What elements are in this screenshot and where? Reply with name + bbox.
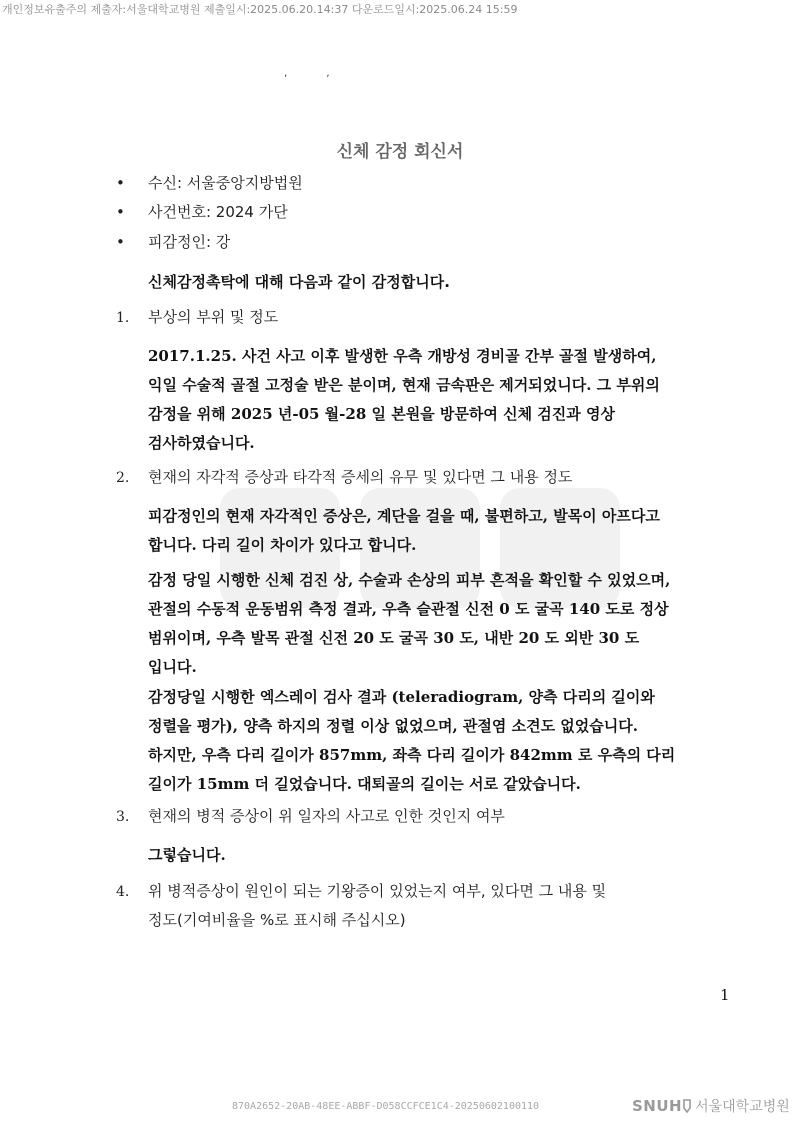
answer-line: 익일 수술적 골절 고정술 받은 분이며, 현재 금속판은 제거되었니다. 그 부위의 bbox=[148, 376, 660, 394]
answer-2c bbox=[148, 683, 708, 799]
page-number: 1 bbox=[720, 986, 730, 1004]
answer-line: 입니다. bbox=[148, 658, 197, 676]
answer-line: 정렬을 평가), 양측 하지의 정렬 이상 없었으며, 관절염 소견도 없었습니다. bbox=[148, 717, 638, 735]
question-number: 1. bbox=[116, 310, 130, 326]
answer-line: 감정을 위해 2025 년-05 월-28 일 본원을 방문하여 신체 검진과 영상 bbox=[148, 405, 615, 423]
intro-statement: 신체감정촉탁에 대해 다음과 같이 감정합니다. bbox=[148, 273, 450, 291]
question-number: 4. bbox=[116, 884, 130, 900]
scan-mark: , bbox=[326, 68, 330, 79]
answer-line: 그렇습니다. bbox=[148, 846, 226, 864]
question-4 bbox=[116, 880, 606, 901]
answer-line: 감정 당일 시행한 신체 검진 상, 수술과 손상의 피부 흔적을 확인할 수 있었으며, bbox=[148, 571, 671, 589]
question-1 bbox=[116, 306, 278, 327]
answer-line: 합니다. 다리 길이 차이가 있다고 합니다. bbox=[148, 536, 417, 554]
answer-line: 검사하였습니다. bbox=[148, 434, 255, 452]
answer-line: 하지만, 우측 다리 길이가 857mm, 좌측 다리 길이가 842mm 로 우측의 다리 bbox=[148, 746, 676, 764]
answer-2b bbox=[148, 566, 708, 682]
answer-line: 길이가 15mm 더 길었습니다. 대퇴골의 길이는 서로 같았습니다. bbox=[148, 775, 581, 793]
answer-line: 2017.1.25. 사건 사고 이후 발생한 우측 개방성 경비골 간부 골절 발생하여, bbox=[148, 347, 657, 365]
answer-2a bbox=[148, 502, 708, 560]
hospital-logo bbox=[632, 1096, 790, 1116]
scan-mark: , bbox=[284, 68, 288, 79]
answer-1 bbox=[148, 342, 708, 458]
question-4-continuation: 정도(기여비율을 %로 표시해 주십시오) bbox=[148, 911, 406, 929]
download-notice: 개인정보유출주의 제출자:서울대학교병원 제출일시:2025.06.20.14:37 다운로드일시:2025.06.24 15:59 bbox=[2, 3, 518, 16]
question-2 bbox=[116, 466, 572, 487]
question-text: 위 병적증상이 원인이 되는 기왕증이 있었는지 여부, 있다면 그 내용 및 bbox=[148, 882, 607, 900]
answer-line: 감정당일 시행한 엑스레이 검사 결과 (teleradiogram, 양측 다리의 길이와 bbox=[148, 688, 655, 706]
recipient-text: 수신: 서울중앙지방법원 bbox=[148, 174, 303, 192]
list-item bbox=[116, 231, 230, 252]
question-number: 2. bbox=[116, 470, 130, 486]
question-text: 부상의 부위 및 정도 bbox=[148, 308, 279, 326]
document-id: 870A2652-20AB-48EE-ABBF-D058CCFCE1C4-20250602100110 bbox=[232, 1101, 540, 1112]
list-item bbox=[116, 172, 303, 193]
question-text: 현재의 자각적 증상과 타각적 증세의 유무 및 있다면 그 내용 정도 bbox=[148, 468, 573, 486]
bullet-icon: • bbox=[116, 174, 125, 192]
examinee-text: 피감정인: 강 bbox=[148, 233, 231, 251]
question-number: 3. bbox=[116, 809, 130, 825]
logo-emblem-icon bbox=[682, 1099, 692, 1113]
case-number-text: 사건번호: 2024 가단 bbox=[148, 203, 288, 221]
answer-3 bbox=[148, 841, 708, 870]
answer-line: 관절의 수동적 운동범위 측정 결과, 우측 슬관절 신전 0 도 굴곡 140 도로 정상 bbox=[148, 600, 669, 618]
question-3 bbox=[116, 805, 505, 826]
question-text: 현재의 병적 증상이 위 일자의 사고로 인한 것인지 여부 bbox=[148, 807, 505, 825]
answer-line: 범위이며, 우측 발목 관절 신전 20 도 굴곡 30 도, 내반 20 도 외반 30 도 bbox=[148, 629, 640, 647]
answer-line: 피감정인의 현재 자각적인 증상은, 계단을 걸을 때, 불편하고, 발목이 아프다고 bbox=[148, 507, 660, 525]
bullet-icon: • bbox=[116, 203, 125, 221]
bullet-icon: • bbox=[116, 233, 125, 251]
logo-mark: SNUH bbox=[632, 1097, 683, 1115]
list-item bbox=[116, 201, 288, 222]
scan-marks bbox=[284, 68, 366, 79]
document-title: 신체 감정 회신서 bbox=[336, 142, 464, 162]
logo-name: 서울대학교병원 bbox=[695, 1099, 790, 1115]
